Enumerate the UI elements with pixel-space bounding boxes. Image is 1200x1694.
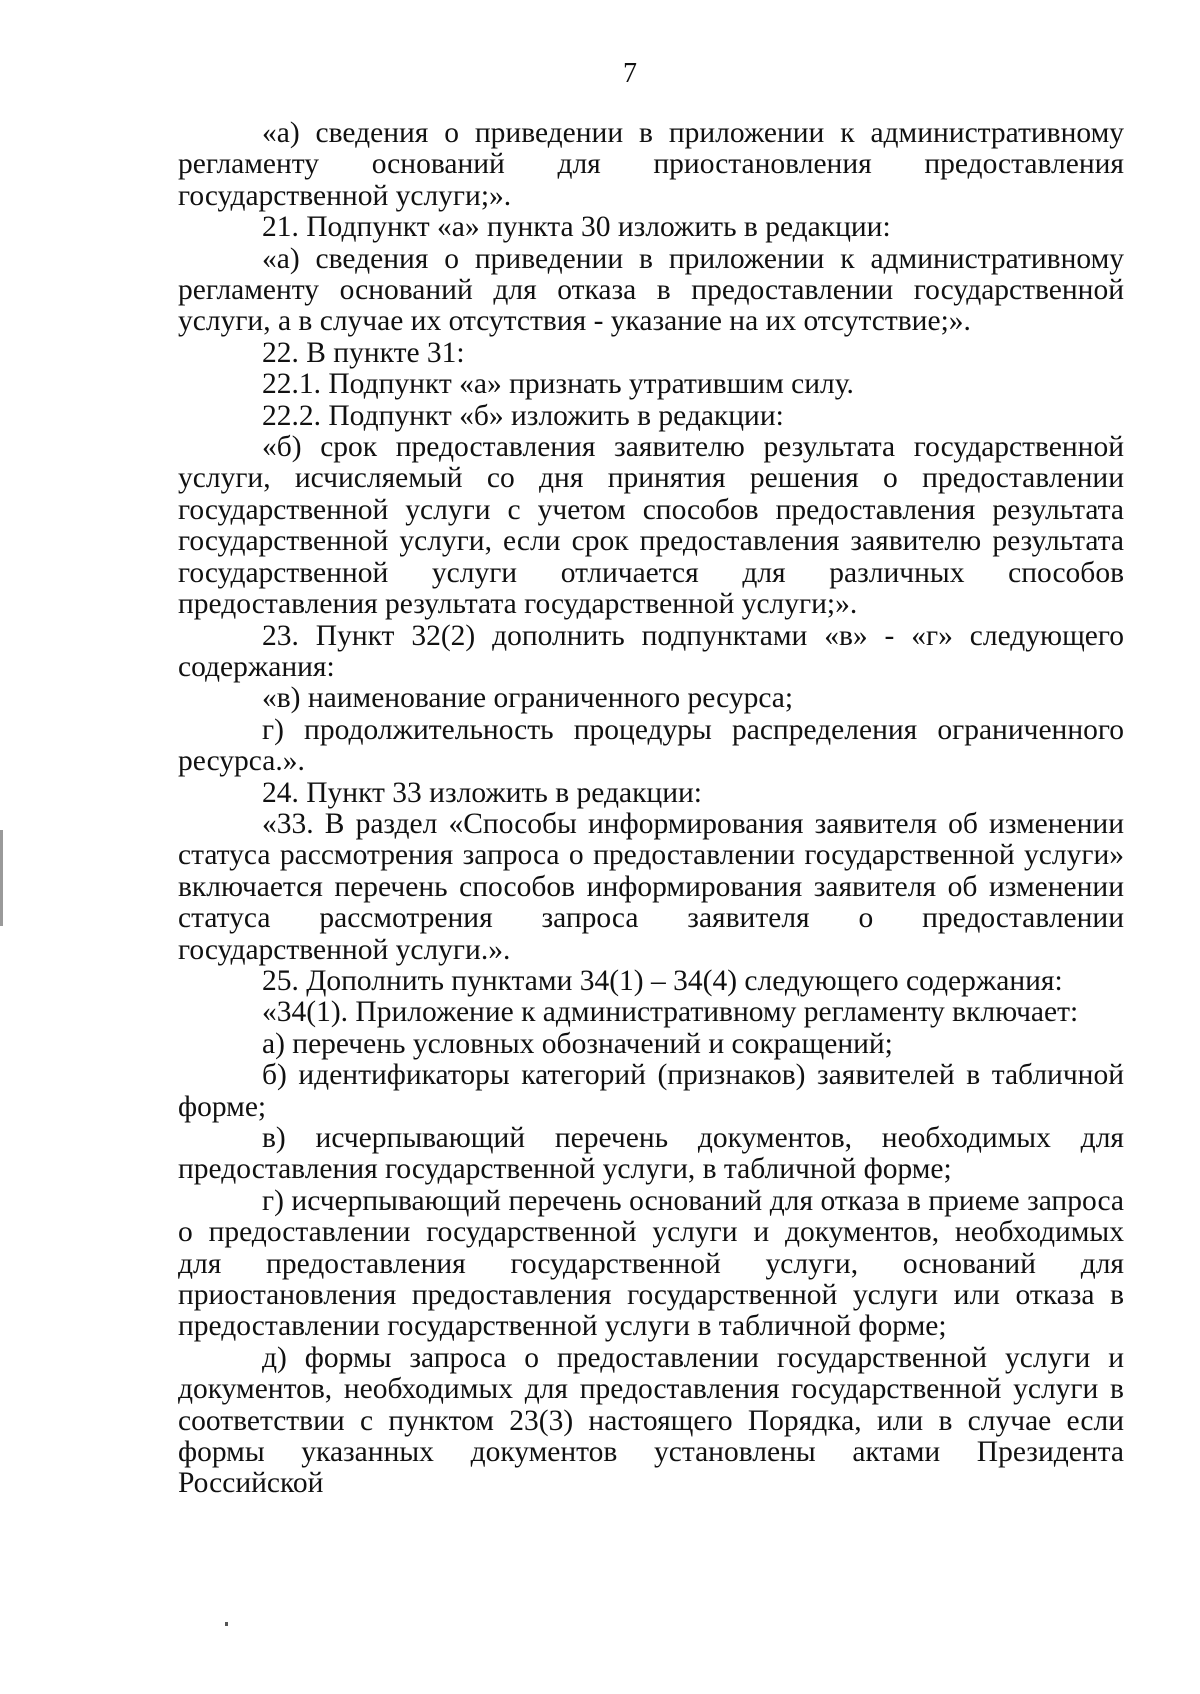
paragraph: б) идентификаторы категорий (признаков) заявителей в табличной форме; [178, 1059, 1124, 1123]
paragraph: а) перечень условных обозначений и сокращений; [262, 1027, 893, 1060]
paragraph: «а) сведения о приведении в приложении к административному регламенту оснований для приостановления предоставления государственной услуги;». [178, 117, 1124, 212]
paragraph: г) исчерпывающий перечень оснований для отказа в приеме запроса о предоставлении государственной услуги и документов, необходимых для предоставления государственной услуги, оснований для приостановления предоставления государственной услуги или отказа в предоставлении государственной услуги в табличной форме; [178, 1184, 1124, 1343]
paragraph: д) формы запроса о предоставлении государственной услуги и документов, необходимых для предоставления государственной услуги в соответствии с пунктом 23(3) настоящего Порядка, или в случае если формы указанных документов установлены актами Президента Российской [178, 1341, 1124, 1500]
paragraph: 25. Дополнить пунктами 34(1) – 34(4) следующего содержания: [262, 964, 1063, 997]
paragraph: «б) срок предоставления заявителю результата государственной услуги, исчисляемый со дня принятия решения о предоставлении государственной услуги с учетом способов предоставления результата государственной услуги, если срок предоставления заявителю результата государственной услуги отличается для различных способов предоставления результата государственной услуги;». [178, 431, 1124, 621]
paragraph: 23. Пункт 32(2) дополнить подпунктами «в» - «г» следующего содержания: [178, 619, 1124, 683]
paragraph: 22.1. Подпункт «а» признать утратившим силу. [262, 368, 854, 401]
paragraph: «34(1). Приложение к административному регламенту включает: [262, 996, 1079, 1029]
paragraph: 22. В пункте 31: [262, 336, 465, 369]
paragraph: 24. Пункт 33 изложить в редакции: [262, 776, 702, 809]
paragraph: «33. В раздел «Способы информирования заявителя об изменении статуса рассмотрения запроса о предоставлении государственной услуги» включается перечень способов информирования заявителя об изменении статуса рассмотрения запроса заявителя о предоставлении государственной услуги.». [178, 807, 1124, 966]
paragraph: г) продолжительность процедуры распределения ограниченного ресурса.». [178, 713, 1124, 778]
page-number: 7 [623, 58, 637, 89]
paragraph: 21. Подпункт «а» пункта 30 изложить в редакции: [262, 211, 891, 244]
paragraph: «а) сведения о приведении в приложении к административному регламенту оснований для отказа в предоставлении государственной услуги, а в случае их отсутствия - указание на их отсутствие;». [178, 242, 1124, 338]
scan-edge-mark [0, 830, 3, 926]
paragraph: «в) наименование ограниченного ресурса; [262, 682, 794, 715]
document-body [178, 118, 1124, 1500]
paragraph: в) исчерпывающий перечень документов, необходимых для предоставления государственной услуги, в табличной форме; [178, 1122, 1124, 1186]
scan-dot-mark [225, 1622, 228, 1626]
paragraph: 22.2. Подпункт «б» изложить в редакции: [262, 399, 784, 432]
